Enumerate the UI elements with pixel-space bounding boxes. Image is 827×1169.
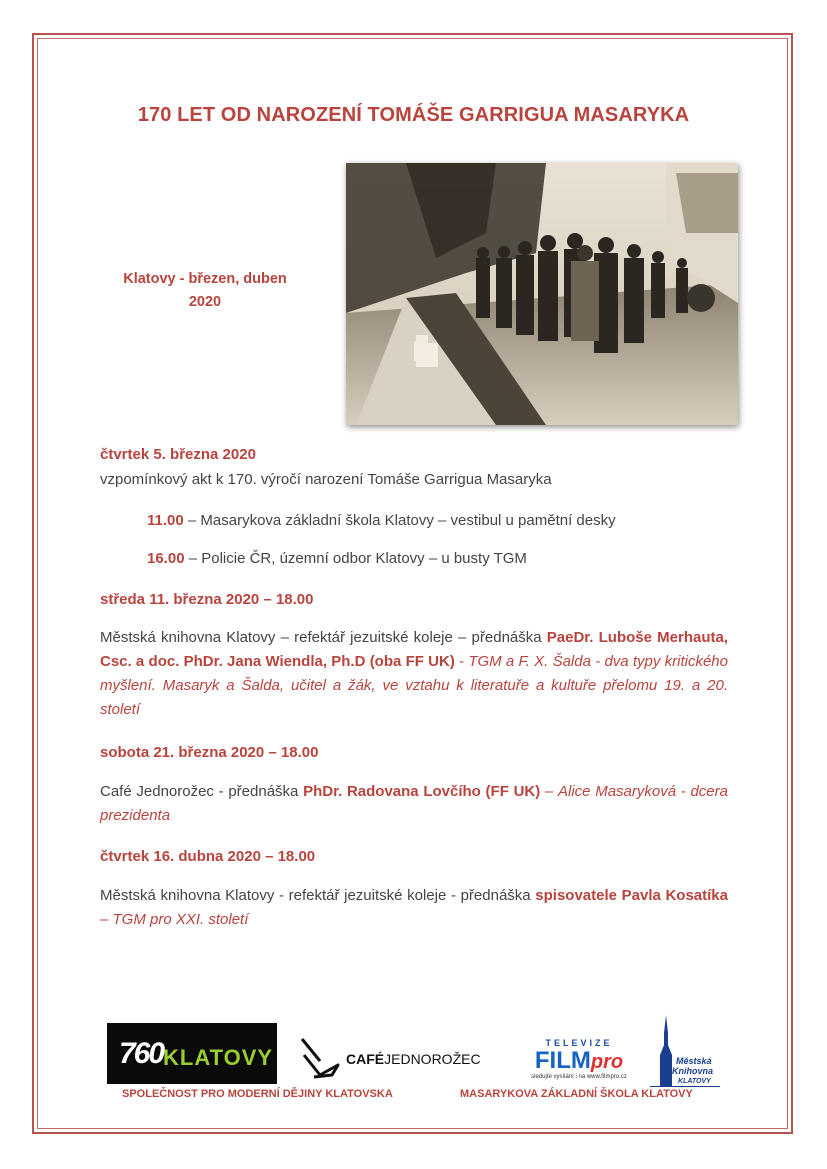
logo-film-url: sledujte vysílání i na www.filmpro.cz (531, 1074, 627, 1080)
logo-filmpro (524, 1038, 634, 1088)
logo-lib-line1: Městská (676, 1056, 712, 1066)
event4-body (100, 884, 728, 932)
event4-topic: TGM pro XXI. století (112, 911, 249, 928)
event3-body (100, 780, 728, 828)
event4-date: čtvrtek 16. dubna 2020 – 18.00 (100, 848, 316, 865)
event1-date: čtvrtek 5. března 2020 (100, 446, 256, 463)
subtitle-year: 2020 (188, 294, 222, 310)
event2-separator: - (454, 653, 469, 670)
logo-film-name: FILMpro (534, 1047, 624, 1074)
event2-speakers: PaeDr. Luboše Merhauta, Csc. a doc. PhDr. Jana Wiendla, Ph.D (oba FF UK) (100, 629, 728, 670)
event3-speaker: PhDr. Radovana Lovčího (FF UK) (303, 783, 541, 800)
event2-body (100, 626, 728, 722)
logo-cafe-text: CAFÉJEDNOROŽEC (346, 1051, 481, 1067)
caption-left: SPOLEČNOST PRO MODERNÍ DĚJINY KLATOVSKA (122, 1088, 393, 1100)
page-title: 170 LET OD NAROZENÍ TOMÁŠE GARRIGUA MASARYKA (137, 104, 690, 126)
event3-separator: – (540, 783, 558, 800)
event3-date: sobota 21. března 2020 – 18.00 (100, 744, 319, 761)
logo-lib-line2: Knihovna (672, 1066, 714, 1076)
logo-760-name: KLATOVY (163, 1045, 274, 1070)
event1-item (147, 547, 527, 571)
subtitle-place-months: Klatovy - březen, duben (123, 271, 287, 287)
event4-speaker: spisovatele Pavla Kosatíka (535, 887, 728, 904)
subtitle (100, 268, 310, 314)
logo-lib-line3: KLATOVY (678, 1078, 711, 1085)
logo-760-number: 760 (119, 1037, 164, 1070)
unicorn-icon (298, 1035, 342, 1081)
event3-topic: Alice Masaryková - dcera prezidenta (100, 783, 728, 824)
logo-mestska-knihovna (650, 1015, 720, 1087)
logo-film-tv: TELEVIZE (545, 1038, 613, 1048)
event1-item-text: – Masarykova základní škola Klatovy – vestibul u pamětní desky (183, 512, 616, 529)
event1-item-time: 16.00 (147, 550, 185, 567)
event3-venue: Café Jednorožec - přednáška (100, 783, 304, 800)
event2-date: středa 11. března 2020 – 18.00 (100, 591, 314, 608)
event1-item (147, 509, 616, 533)
caption-right: MASARYKOVA ZÁKLADNÍ ŠKOLA KLATOVY (460, 1088, 693, 1100)
event4-venue: Městská knihovna Klatovy - refektář jezuitské koleje - přednáška (100, 887, 536, 904)
event2-topic: TGM a F. X. Šalda - dva typy kritického myšlení. Masaryk a Šalda, učitel a žák, ve vztahu k literatuře a kultuře přelomu 19. a 20. století (100, 653, 728, 718)
event4-separator: – (100, 911, 113, 928)
event1-item-text: – Policie ČR, územní odbor Klatovy – u busty TGM (184, 550, 527, 567)
historic-photo (346, 163, 738, 425)
event1-description: vzpomínkový akt k 170. výročí narození Tomáše Garrigua Masaryka (100, 471, 552, 488)
event1-item-time: 11.00 (147, 512, 184, 529)
logo-760-klatovy (107, 1023, 277, 1084)
event2-venue: Městská knihovna Klatovy – refektář jezuitské koleje – přednáška (100, 629, 547, 646)
logo-cafe-jednorozec (298, 1035, 488, 1085)
